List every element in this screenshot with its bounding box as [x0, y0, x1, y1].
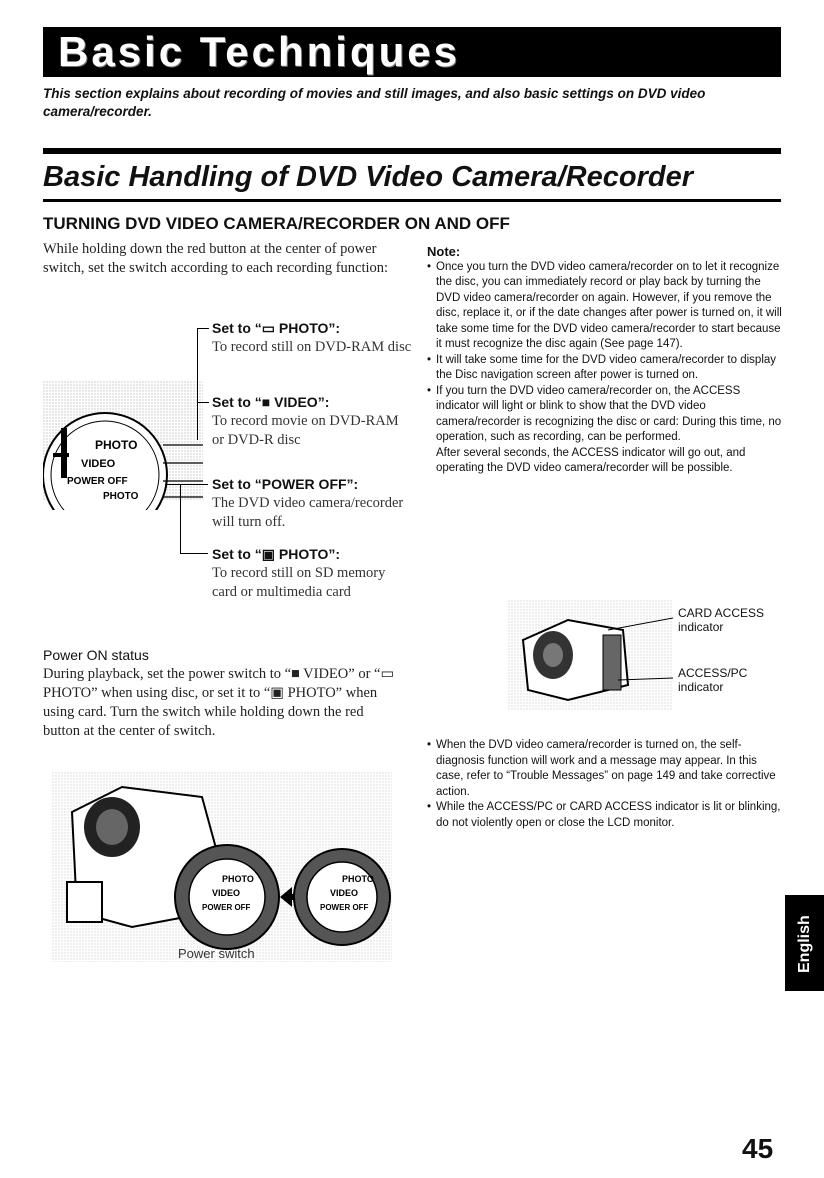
note-item: • It will take some time for the DVD video camera/recorder to display the Disc navigation screen after power is turned on.	[427, 353, 777, 381]
instructions-text: While holding down the red button at the center of power switch, set the switch according to each recording function:	[43, 241, 389, 276]
note-item: • While the ACCESS/PC or CARD ACCESS indicator is lit or blinking, do not violently open or close the LCD monitor.	[427, 801, 781, 829]
divider-bottom	[43, 199, 781, 202]
power-status-text: During playback, set the power switch to “■ VIDEO” or “▭ PHOTO” when using disc, or set it to “▣ PHOTO” when using card. Turn the switch while holding down the red button at the center of switch.	[43, 666, 395, 739]
language-tab-label: English	[796, 915, 813, 973]
setting-power-off	[212, 475, 412, 532]
note-item: • If you turn the DVD video camera/recorder on, the ACCESS indicator will light or blink to show that the DVD video camera/recorder is recognizing the disc or card: During this time, no operation, such as recording, can be performed.	[427, 384, 782, 443]
setting-heading: Set to “▭ PHOTO”:	[212, 320, 341, 336]
dial-label-photo: PHOTO	[95, 438, 138, 452]
bracket-tick	[197, 402, 209, 403]
note-item: • When the DVD video camera/recorder is turned on, the self-diagnosis function will work and a message may appear. In this case, refer to “Trouble Messages” on page 149 and take corrective action.	[427, 739, 776, 798]
note-title: Note:	[427, 244, 461, 259]
divider-top	[43, 148, 781, 154]
switch-label-photo: PHOTO	[222, 874, 254, 884]
setting-heading: Set to “POWER OFF”:	[212, 476, 359, 492]
section-title: Basic Handling of DVD Video Camera/Recorder	[43, 161, 693, 193]
dial-label-card-photo: PHOTO	[103, 491, 139, 502]
bracket-line	[197, 328, 198, 440]
switch-label-video: VIDEO	[330, 888, 359, 898]
bracket-line	[180, 484, 181, 554]
setting-description: The DVD video camera/recorder will turn off.	[212, 495, 404, 530]
power-dial-illustration	[43, 360, 203, 510]
access-pc-label: ACCESS/PC indicator	[678, 666, 748, 694]
setting-heading: Set to “■ VIDEO”:	[212, 394, 330, 410]
setting-description: To record still on DVD-RAM disc	[212, 339, 412, 355]
dial-label-power-off: POWER OFF	[67, 476, 128, 487]
bracket-tick	[180, 553, 208, 554]
page-title: Basic Techniques	[58, 28, 461, 75]
switch-label-video: VIDEO	[212, 888, 241, 898]
setting-photo-card	[212, 545, 412, 602]
section-intro: This section explains about recording of movies and still images, and also basic settings on DVD video camera/recorder.	[43, 86, 706, 119]
power-status-heading: Power ON status	[43, 647, 149, 663]
setting-video	[212, 393, 412, 450]
switch-label-photo: PHOTO	[342, 874, 374, 884]
indicator-illustration	[508, 600, 673, 710]
page-number: 45	[742, 1133, 774, 1164]
setting-photo-disc	[212, 319, 412, 357]
note-block-continued	[427, 738, 785, 831]
figure-caption: Power switch	[178, 946, 255, 961]
power-status-block	[43, 646, 403, 741]
switch-label-power-off: POWER OFF	[202, 903, 251, 912]
setting-description: To record movie on DVD-RAM or DVD-R disc	[212, 413, 399, 448]
dial-label-video: VIDEO	[81, 458, 116, 470]
note-continuation: After several seconds, the ACCESS indicator will go out, and operating the DVD video camera/recorder will be possible.	[436, 446, 746, 474]
switch-label-power-off: POWER OFF	[320, 903, 369, 912]
setting-description: To record still on SD memory card or multimedia card	[212, 565, 386, 600]
note-item: • Once you turn the DVD video camera/recorder on to let it recognize the disc, you can immediately record or play back by turning the DVD video camera/recorder on again. However, if you remove the disc, replace it, or if the date changes after power is turned on, it will take some time for the DVD video camera/recorder to start because it must recognize the disc again (See page 147).	[427, 260, 782, 350]
setting-heading: Set to “▣ PHOTO”:	[212, 546, 341, 562]
card-access-label: CARD ACCESS indicator	[678, 606, 765, 634]
subheading: TURNING DVD VIDEO CAMERA/RECORDER ON AND OFF	[43, 214, 510, 233]
bracket-tick	[165, 484, 208, 485]
camera-power-switch-illustration	[52, 772, 392, 962]
bracket-tick	[197, 328, 209, 329]
note-block	[427, 244, 785, 477]
